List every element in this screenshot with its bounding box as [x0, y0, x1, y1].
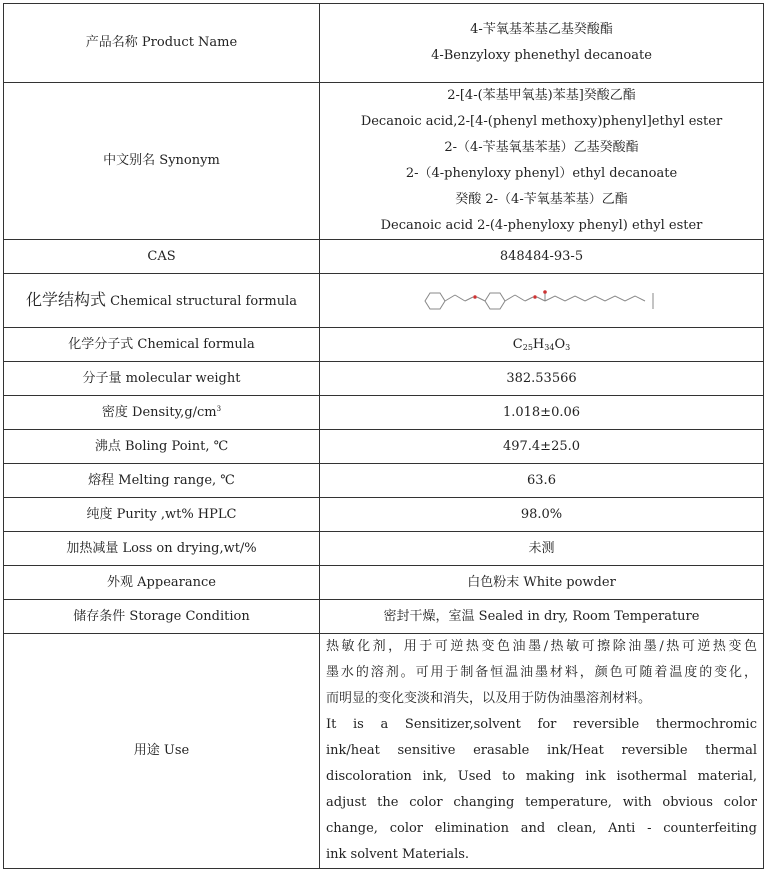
value-cas: 848484-93-5: [320, 240, 764, 274]
label-synonym: 中文别名 Synonym: [4, 83, 320, 240]
spec-table: [3, 3, 764, 869]
synonym-line: 2-（4-苄基氧基苯基）乙基癸酸酯: [444, 140, 639, 155]
label-cas: CAS: [4, 240, 320, 274]
synonym-line: Decanoic acid 2-(4-phenyloxy phenyl) ethyl ester: [380, 218, 703, 233]
value-synonym: [320, 83, 764, 240]
product-name-en: 4-Benzyloxy phenethyl decanoate: [431, 48, 652, 63]
use-line: change, color elimination and clean, Anti - counterfeiting: [326, 821, 757, 836]
row-mw: [4, 362, 764, 396]
label-product-name: 产品名称 Product Name: [4, 4, 320, 83]
use-line: discoloration ink, Used to making ink isothermal material,: [326, 769, 757, 784]
value-appearance: 白色粉末 White powder: [320, 566, 764, 600]
row-cas: [4, 240, 764, 274]
label-density: [4, 396, 320, 430]
value-use: [320, 634, 764, 869]
value-boiling: 497.4±25.0: [320, 430, 764, 464]
synonym-line: 癸酸 2-（4-苄氧基苯基）乙酯: [455, 192, 628, 207]
value-density: 1.018±0.06: [320, 396, 764, 430]
row-product-name: [4, 4, 764, 83]
row-storage: [4, 600, 764, 634]
row-melting: [4, 464, 764, 498]
density-label-sup: 3: [216, 404, 222, 413]
row-structure: [4, 274, 764, 328]
label-structure: [4, 274, 320, 328]
value-purity: 98.0%: [320, 498, 764, 532]
formula-c: C: [512, 336, 523, 352]
row-boiling: [4, 430, 764, 464]
density-label-text: 密度 Density,g/cm: [101, 404, 217, 420]
value-structure: [320, 274, 764, 328]
use-line: 热敏化剂，用于可逆热变色油墨/热敏可擦除油墨/热可逆热变色: [326, 639, 757, 654]
label-storage: 储存条件 Storage Condition: [4, 600, 320, 634]
use-line: ink solvent Materials.: [326, 847, 470, 862]
use-line: It is a Sensitizer,solvent for reversible thermochromic: [326, 717, 757, 732]
label-melting: 熔程 Melting range, ℃: [4, 464, 320, 498]
synonym-line: 2-[4-(苯基甲氧基)苯基]癸酸乙酯: [447, 88, 636, 103]
row-formula: [4, 328, 764, 362]
label-formula: 化学分子式 Chemical formula: [4, 328, 320, 362]
structure-label-cn: 化学结构式: [25, 289, 106, 309]
chemical-structure-image: [417, 287, 667, 315]
label-use: 用途 Use: [4, 634, 320, 869]
formula-c-count: 25: [522, 342, 533, 352]
row-loss: [4, 532, 764, 566]
value-melting: 63.6: [320, 464, 764, 498]
synonym-line: Decanoic acid,2-[4-(phenyl methoxy)phenyl]ethyl ester: [360, 114, 723, 129]
row-density: [4, 396, 764, 430]
row-purity: [4, 498, 764, 532]
structure-label-en: Chemical structural formula: [110, 293, 298, 309]
value-loss: 未测: [320, 532, 764, 566]
use-line: ink/heat sensitive erasable ink/Heat reversible thermal: [326, 743, 757, 758]
formula-h-count: 34: [544, 342, 555, 352]
formula-h: H: [532, 336, 545, 352]
row-synonym: [4, 83, 764, 240]
value-storage: 密封干燥，室温 Sealed in dry, Room Temperature: [320, 600, 764, 634]
value-product-name: [320, 4, 764, 83]
product-name-cn: 4-苄氧基苯基乙基癸酸酯: [470, 22, 613, 37]
value-mw: 382.53566: [320, 362, 764, 396]
row-use: [4, 634, 764, 869]
row-appearance: [4, 566, 764, 600]
label-mw: 分子量 molecular weight: [4, 362, 320, 396]
label-boiling: 沸点 Boling Point, ℃: [4, 430, 320, 464]
formula-o: O: [554, 336, 566, 352]
use-line: 墨水的溶剂。可用于制备恒温油墨材料，颜色可随着温度的变化，: [326, 665, 757, 680]
formula-o-count: 3: [565, 342, 571, 352]
use-line: 而明显的变化变淡和消失，以及用于防伪油墨溶剂材料。: [326, 691, 652, 706]
label-loss: 加热减量 Loss on drying,wt/%: [4, 532, 320, 566]
value-formula: [320, 328, 764, 362]
use-line: adjust the color changing temperature, with obvious color: [326, 795, 757, 810]
synonym-line: 2-（4-phenyloxy phenyl）ethyl decanoate: [405, 166, 678, 181]
label-appearance: 外观 Appearance: [4, 566, 320, 600]
label-purity: 纯度 Purity ,wt% HPLC: [4, 498, 320, 532]
